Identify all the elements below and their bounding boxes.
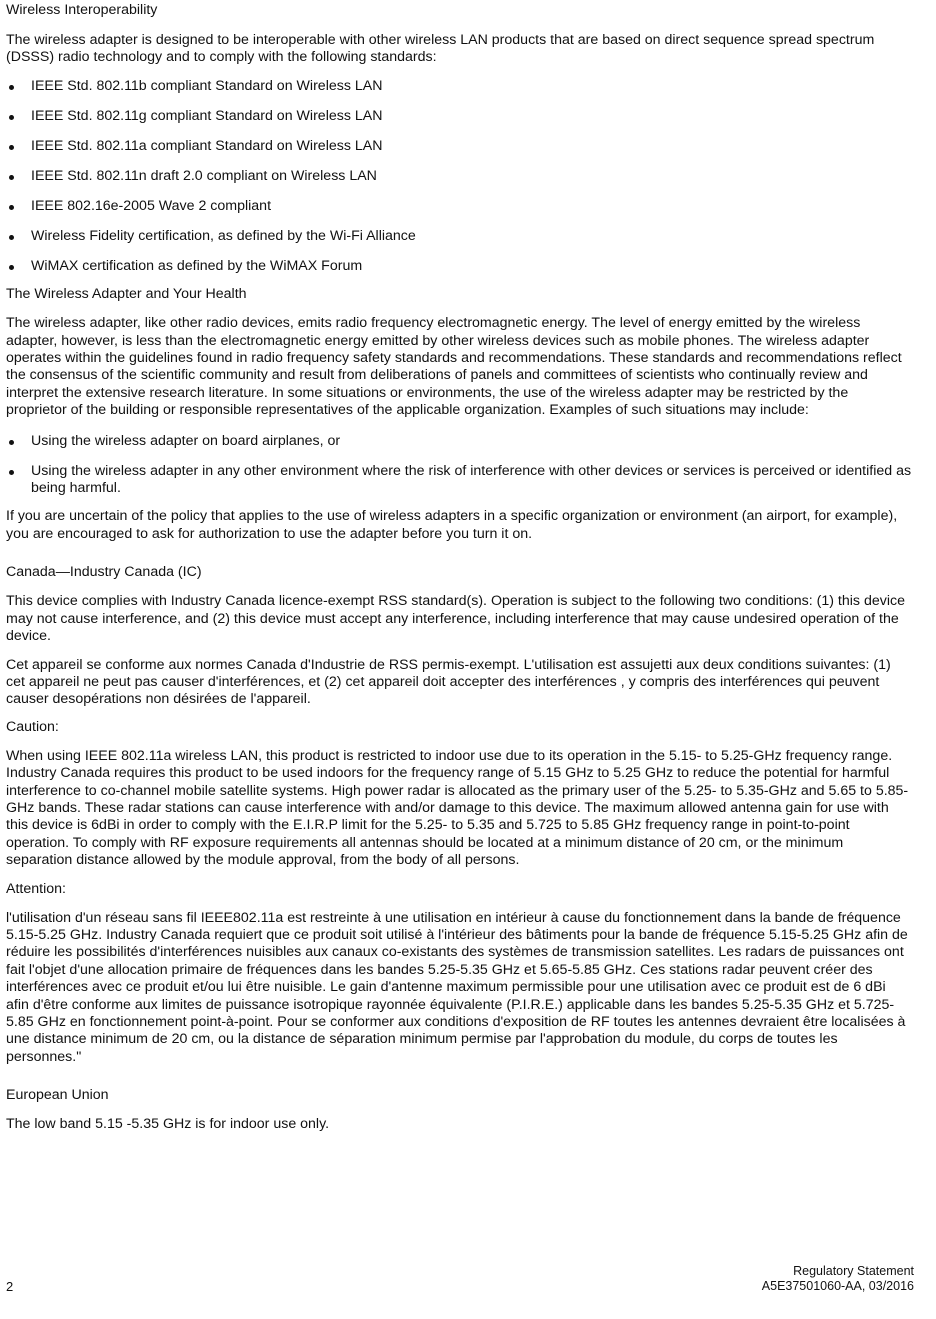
list-item xyxy=(6,463,912,498)
bullet-icon xyxy=(9,145,14,150)
bullet-icon xyxy=(9,85,14,90)
paragraph: The wireless adapter, like other radio devices, emits radio frequency electromagnetic energy. The level of energy emitted by the wireless adapter, however, is less than the electromagnetic energy emitted by other wireless devices such as mobile phones. The wireless adapter operates within the guidelines found in radio frequency safety standards and recommendations. These standards and recommendations reflect the consensus of the scientific community and result from deliberations of panels and committees of scientists who continually review and interpret the extensive research literature. In some situations or environments, the use of the wireless adapter may be restricted by the proprietor of the building or responsible representatives of the applicable organization. Examples of such situations may include: xyxy=(6,315,902,419)
list-item-text: Wireless Fidelity certification, as defined by the Wi-Fi Alliance xyxy=(31,227,416,244)
list-item xyxy=(6,138,912,155)
paragraph: l'utilisation d'un réseau sans fil IEEE802.11a est restreinte à une utilisation en intérieur à cause du fonctionnement dans la bande de fréquence 5.15-5.25 GHz. Industry Canada requiert que ce produit soit utilisé à l'intérieur des bâtiments pour la bande de fréquence 5.15-5.25 GHz afin de réduire les possibilités d'interférences nuisibles aux canaux co-existants des systèmes de transmission satellites. Les radars de puissances ont fait l'objet d'une allocation primaire de fréquences dans les bandes 5.25-5.35 GHz et 5.65-5.85 GHz. Ces stations radar peuvent créer des interférences avec ce produit et/ou lui être nuisible. Le gain d'antenne maximum permissible pour une utilisation avec ce produit est de 6 dBi afin d'être conforme aux limites de puissance isotropique rayonnée équivalente (P.I.R.E.) applicable dans les bandes 5.25-5.35 GHz et 5.725-5.85 GHz en fonctionnement point-à-point. Pour se conformer aux conditions d'exposition de RF toutes les antennes devraient être localisées à une distance minimum de 20 cm, ou la distance de séparation minimum permise par l'approbation du module, du corps de toutes les personnes." xyxy=(6,909,908,1065)
bullet-icon xyxy=(9,265,14,270)
section-european-union xyxy=(6,1087,912,1133)
list-item-text: IEEE Std. 802.11b compliant Standard on Wireless LAN xyxy=(31,77,383,94)
list-item xyxy=(6,198,912,215)
list-item-text: IEEE Std. 802.11a compliant Standard on Wireless LAN xyxy=(31,137,383,154)
bullet-icon xyxy=(9,440,14,445)
document-page xyxy=(6,2,912,1145)
section-wireless-interoperability xyxy=(6,2,912,275)
standards-list xyxy=(6,78,912,275)
section-heading: Canada—Industry Canada (IC) xyxy=(6,564,202,581)
section-heading: European Union xyxy=(6,1087,109,1104)
bullet-icon xyxy=(9,470,14,475)
list-item-text: IEEE Std. 802.11g compliant Standard on Wireless LAN xyxy=(31,107,383,124)
paragraph: The low band 5.15 -5.35 GHz is for indoor use only. xyxy=(6,1116,330,1133)
list-item-text: Using the wireless adapter on board airplanes, or xyxy=(31,432,341,449)
paragraph: Cet appareil se conforme aux normes Canada d'Industrie de RSS permis-exempt. L'utilisation est assujetti aux deux conditions suivantes: (1) cet appareil ne peut pas causer d'interférences, et (2) cet appareil doit accepter des interférences , y compris des interférences qui peuvent causer desopérations non désirées de l'appareil. xyxy=(6,656,891,708)
bullet-icon xyxy=(9,235,14,240)
section-heading: Caution: xyxy=(6,718,59,735)
list-item-text: Using the wireless adapter in any other environment where the risk of interference with other devices or services is perceived or identified as being harmful. xyxy=(31,462,912,497)
list-item xyxy=(6,108,912,125)
list-item-text: WiMAX certification as defined by the WiMAX Forum xyxy=(31,257,363,274)
bullet-icon xyxy=(9,205,14,210)
situations-list xyxy=(6,433,912,498)
list-item xyxy=(6,433,912,450)
list-item xyxy=(6,168,912,185)
list-item-text: IEEE 802.16e-2005 Wave 2 compliant xyxy=(31,197,272,214)
list-item xyxy=(6,258,912,275)
list-item xyxy=(6,228,912,245)
list-item xyxy=(6,78,912,95)
paragraph: The wireless adapter is designed to be interoperable with other wireless LAN products that are based on direct sequence spread spectrum (DSSS) radio technology and to comply with the following standards: xyxy=(6,32,875,66)
section-health xyxy=(6,286,912,543)
section-attention xyxy=(6,881,912,1067)
paragraph: When using IEEE 802.11a wireless LAN, this product is restricted to indoor use due to its operation in the 5.15- to 5.25-GHz frequency range. Industry Canada requires this product to be used indoors for the frequency range of 5.15 GHz to 5.25 GHz to reduce the potential for harmful interference to co-channel mobile satellite systems. High power radar is allocated as the primary user of the 5.25- to 5.35-GHz and 5.65 to 5.85-GHz bands. These radar stations can cause interference with and/or damage to this device. The maximum allowed antenna gain for use with this device is 6dBi in order to comply with the E.I.R.P limit for the 5.25- to 5.35 and 5.725 to 5.85 GHz frequency range in point-to-point operation. To comply with RF exposure requirements all antennas should be located at a minimum distance of 20 cm, or the minimum separation distance allowed by the module approval, from the body of all persons. xyxy=(6,747,909,869)
section-heading: Attention: xyxy=(6,880,66,897)
paragraph: If you are uncertain of the policy that applies to the use of wireless adapters in a specific organization or environment (an airport, for example), you are encouraged to ask for authorization to use the adapter before you turn it on. xyxy=(6,508,898,542)
footer-doc-info xyxy=(762,1264,914,1293)
section-heading: Wireless Interoperability xyxy=(6,2,158,18)
footer-doc-title: Regulatory Statement xyxy=(793,1264,914,1278)
section-canada xyxy=(6,564,912,708)
paragraph: This device complies with Industry Canada licence-exempt RSS standard(s). Operation is subject to the following two conditions: (1) this device may not cause interference, and (2) this device must accept any interference, including interference that may cause undesired operation of the device. xyxy=(6,593,905,645)
page-number: 2 xyxy=(6,1279,14,1294)
list-item-text: IEEE Std. 802.11n draft 2.0 compliant on Wireless LAN xyxy=(31,167,377,184)
footer-doc-code: A5E37501060-AA, 03/2016 xyxy=(761,1278,914,1293)
bullet-icon xyxy=(9,175,14,180)
section-caution xyxy=(6,719,912,870)
bullet-icon xyxy=(9,115,14,120)
section-heading: The Wireless Adapter and Your Health xyxy=(6,286,247,303)
